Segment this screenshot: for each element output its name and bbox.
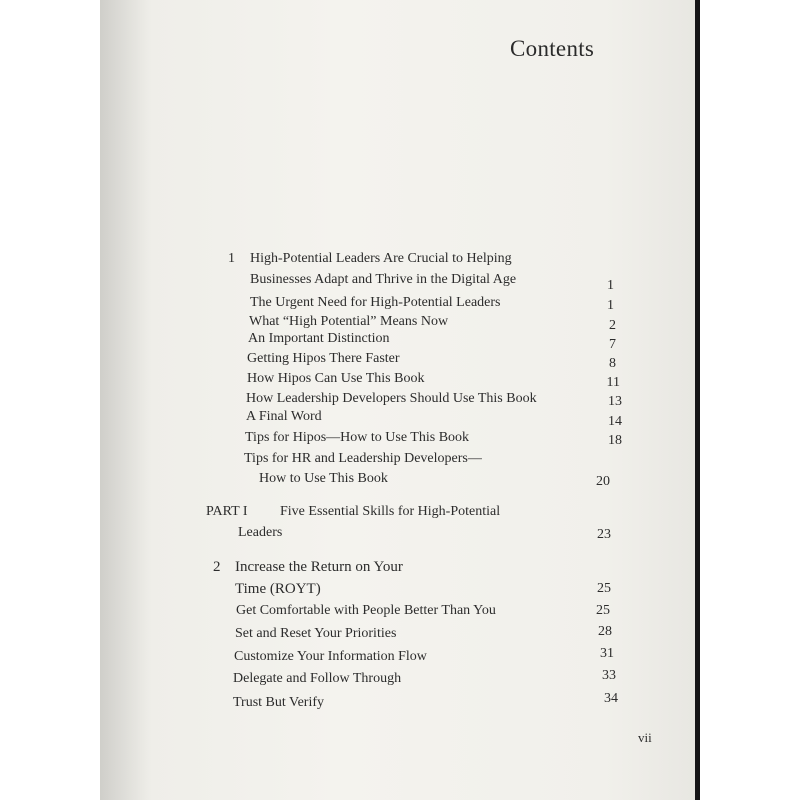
- toc-entry: The Urgent Need for High-Potential Leaders: [250, 295, 501, 310]
- toc-entry-line1: Tips for HR and Leadership Developers—: [244, 451, 482, 466]
- toc-entry-page: 14: [608, 414, 622, 429]
- toc-entry-page: 1: [607, 298, 614, 313]
- toc-entry-line2: How to Use This Book: [259, 471, 388, 486]
- chapter-1-title-line2: Businesses Adapt and Thrive in the Digital Age: [250, 272, 517, 287]
- chapter-2-page: 25: [597, 581, 611, 596]
- toc-entry-page: 33: [602, 668, 616, 683]
- book-page: [100, 0, 695, 800]
- toc-entry-page: 31: [600, 646, 614, 661]
- part-1-title-line1: [206, 503, 500, 521]
- part-1-title-text: Five Essential Skills for High-Potential: [280, 504, 501, 519]
- toc-entry-page: 28: [598, 624, 612, 639]
- part-1-page: 23: [597, 527, 611, 542]
- toc-entry: Set and Reset Your Priorities: [235, 626, 397, 641]
- toc-entry: How Hipos Can Use This Book: [247, 371, 425, 386]
- toc-entry-page: 2: [609, 318, 616, 333]
- folio-page-number: vii: [638, 730, 652, 745]
- toc-entry: Customize Your Information Flow: [234, 649, 427, 664]
- page-title: Contents: [510, 36, 595, 61]
- toc-entry-page: 18: [608, 433, 622, 448]
- toc-entry-page: 11: [606, 375, 620, 390]
- toc-entry-page: 13: [608, 394, 622, 409]
- toc-entry-page: 7: [609, 337, 616, 352]
- chapter-1-title-text: High-Potential Leaders Are Crucial to Helping: [250, 251, 512, 266]
- toc-entry-page: 8: [609, 356, 616, 371]
- chapter-2-title-line2: Time (ROYT): [235, 581, 321, 597]
- toc-entry: Getting Hipos There Faster: [247, 351, 400, 366]
- toc-entry-page: 25: [596, 603, 610, 618]
- part-1-label: PART I: [206, 504, 248, 519]
- chapter-2-number: 2: [213, 559, 221, 575]
- toc-entry: A Final Word: [246, 409, 322, 424]
- chapter-1-number: 1: [228, 251, 235, 266]
- table-of-contents: [100, 0, 695, 800]
- chapter-1-page: 1: [607, 278, 614, 293]
- part-1-title-line2: Leaders: [238, 525, 283, 540]
- toc-entry: How Leadership Developers Should Use This Book: [246, 391, 537, 406]
- toc-entry: Trust But Verify: [233, 695, 325, 710]
- toc-entry: Delegate and Follow Through: [233, 671, 402, 686]
- toc-entry-page: 34: [604, 691, 618, 706]
- toc-entry: An Important Distinction: [248, 331, 390, 346]
- chapter-2-title-line1: [213, 558, 403, 576]
- chapter-1-title-line1: [228, 250, 512, 268]
- toc-entry-page: 20: [596, 474, 610, 489]
- toc-entry: Tips for Hipos—How to Use This Book: [245, 430, 470, 445]
- toc-entry: Get Comfortable with People Better Than You: [236, 603, 496, 618]
- toc-entry: What “High Potential” Means Now: [249, 314, 449, 329]
- chapter-2-title-text: Increase the Return on Your: [235, 559, 403, 575]
